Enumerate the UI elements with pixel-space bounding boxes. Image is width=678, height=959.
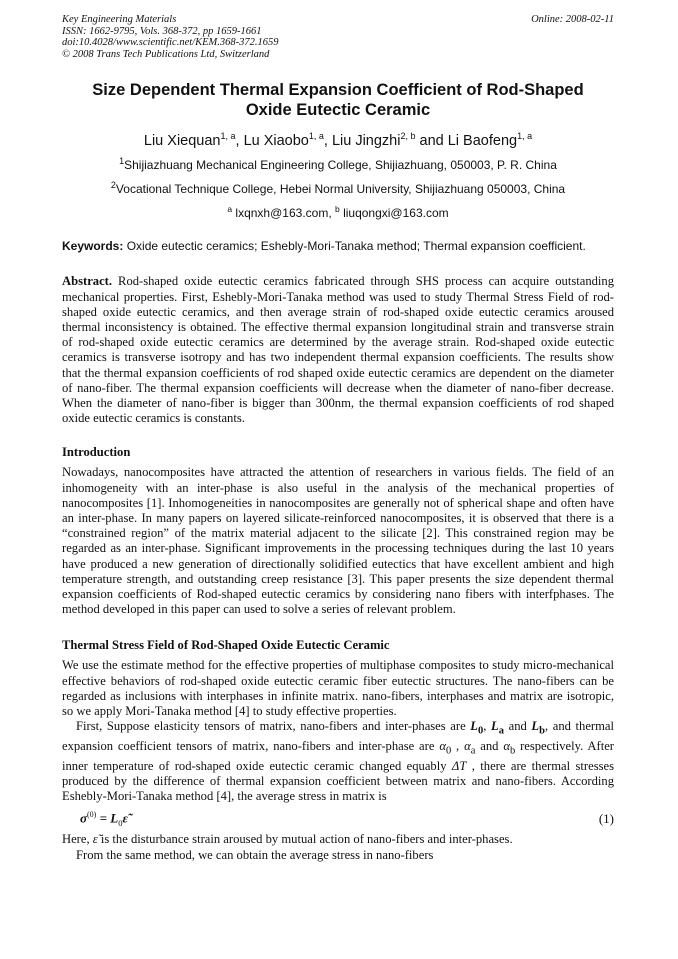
paper-title: Size Dependent Thermal Expansion Coefficient of Rod-Shaped Oxide Eutectic Ceramic	[92, 81, 584, 120]
math-epsilon: ε̃	[92, 832, 98, 847]
section2-paragraph-2	[62, 719, 614, 804]
text-span: Here,	[62, 832, 93, 847]
email-sup: b	[334, 204, 340, 215]
math-sigma: σ	[80, 810, 88, 826]
abstract-label: Abstract.	[62, 274, 113, 289]
author-name: Liu Xiequan	[143, 133, 221, 150]
journal-header	[62, 14, 614, 60]
affiliation-text: Vocational Technique College, Hebei Normal University, Shijiazhuang 050003, China	[115, 182, 566, 197]
author-list	[62, 132, 614, 150]
affiliation-2	[62, 181, 614, 197]
section2-paragraph-1: We use the estimate method for the effective properties of multiphase composites to study micro-mechanical effective behaviors of rod-shaped oxide eutectic ceramic fiber eutectic structures. The nano-fibers can be regarded as inclusions with interphases in infinite matrix. nano-fibers, interphases and matrix are isotropic, so we apply Mori-Tanaka method [4] to study effective properties.	[62, 658, 614, 719]
section2-paragraph-3	[62, 832, 614, 847]
math-sub: 0	[118, 818, 123, 829]
text-span: and	[503, 719, 532, 734]
author-affil-sup: 1, a	[220, 131, 236, 142]
paper-page	[62, 14, 614, 863]
math-sup: (0)	[87, 810, 97, 820]
affiliation-text: Shijiazhuang Mechanical Engineering College, Shijiazhuang, 050003, P. R. China	[124, 158, 557, 173]
text-span: is the disturbance strain aroused by mutual action of nano-fibers and inter-phases.	[97, 832, 513, 847]
author-separator: and	[415, 133, 448, 150]
affiliation-sup: 2	[110, 180, 116, 191]
author-affil-sup: 2, b	[400, 131, 416, 142]
text-span: , there are thermal stresses produced by the difference of thermal expansion coefficient between matrix and nano-fibers. According Eshebly-Mori-Tanaka method [4], the average stress in matrix is	[62, 758, 614, 804]
section2-paragraph-4: From the same method, we can obtain the average stress in nano-fibers	[76, 847, 434, 862]
issn-line: ISSN: 1662-9795, Vols. 368-372, pp 1659-1661	[62, 25, 262, 37]
author-affil-sup: 1, a	[517, 131, 533, 142]
math-sub: 0	[478, 725, 484, 737]
copyright-line: © 2008 Trans Tech Publications Ltd, Switzerland	[62, 48, 270, 60]
math-L: L	[531, 719, 540, 734]
equation-number: (1)	[598, 811, 614, 827]
email-a: lxqnxh@163.com,	[235, 206, 335, 221]
doi-line: doi:10.4028/www.scientific.net/KEM.368-372.1659	[62, 37, 279, 49]
introduction-paragraph: Nowadays, nanocomposites have attracted the attention of researchers in various fields. The field of an inhomogeneity with an inter-phase is also useful in the analysis of the mechanical properties of nanocomposites [1]. Inhomogeneities in nanocomposites are generally not of spherical shape and often have an inter-phase. In many papers on layered silicate-reinforced nanocomposites, it is observed that there is a “constrained region” of the matrix material adjacent to the silicate [2]. This constrained region may be regarded as an inter-phase. Significant improvements in the processing techniques during the last 10 years have produced a new generation of directionally solidified eutectics that have excellent ambient and high temperature strength, and outstanding creep resistance [3]. This paper presents the size dependent thermal expansion coefficients of Rod-shaped eutectic ceramics by considering nano fibers with interfphases. The method developed in this paper can used to solve a series of relevant problem.	[62, 465, 614, 617]
math-L: L	[470, 719, 478, 734]
math-alpha: α	[503, 738, 510, 753]
section-heading-introduction: Introduction	[62, 445, 131, 460]
abstract	[62, 274, 614, 426]
text-span: First, Suppose elasticity tensors of matrix, nano-fibers and inter-phases are	[76, 719, 471, 734]
math-sub: b	[509, 745, 516, 757]
math-sub: 0	[445, 745, 452, 757]
keywords-label: Keywords:	[62, 239, 124, 254]
text-span: , and thermal expansion coefficient tensors of matrix, nano-fibers and inter-phase are	[62, 719, 615, 753]
math-sub: a	[470, 745, 476, 757]
math-delta-t: ΔT	[451, 758, 467, 773]
author-name: Li Baofeng	[447, 133, 518, 150]
online-date: Online: 2008-02-11	[531, 14, 614, 25]
math-alpha: α	[439, 738, 446, 753]
math-epsilon: ε̃	[122, 810, 128, 826]
math-L: L	[491, 719, 499, 734]
email-b: liuqongxi@163.com	[343, 206, 449, 221]
author-separator: ,	[235, 133, 244, 150]
journal-name: Key Engineering Materials	[62, 14, 177, 25]
keywords-text: Oxide eutectic ceramics; Eshebly-Mori-Tanaka method; Thermal expansion coefficient.	[123, 239, 586, 254]
math-alpha: α	[464, 738, 471, 753]
author-separator: ,	[323, 133, 332, 150]
keywords	[62, 239, 614, 254]
abstract-text: Rod-shaped oxide eutectic ceramics fabricated through SHS process can acquire outstanding mechanical properties. First, Eshebly-Mori-Tanaka method was used to study Thermal Stress Field of rod-shaped oxide eutectic ceramics, and then average strain of rod-shaped oxide eutectic ceramics aroused thermal inconsistency is obtained. The effective thermal expansion longitudinal strain and transverse strain of rod-shaped oxide eutectic ceramics are determined by the average strain. Rod-shaped oxide eutectic ceramics is transverse isotropy and has two independent thermal expansion coefficients. The results show that the thermal expansion coefficients of rod shaped oxide eutectic ceramics are dependent on the diameter of nano-fiber. The thermal expansion coefficients will decrease when the diameter of nano-fiber decrease. When the diameter of nano-fiber is bigger than 300nm, the thermal expansion coefficients of rod shaped oxide eutectic ceramics is constants.	[62, 274, 614, 426]
author-name: Liu Jingzhi	[331, 133, 401, 150]
author-affil-sup: 1, a	[308, 131, 324, 142]
author-name: Lu Xiaobo	[243, 133, 309, 150]
text-span: and	[475, 738, 504, 753]
section-heading-thermal-stress: Thermal Stress Field of Rod-Shaped Oxide Eutectic Ceramic	[62, 638, 390, 653]
affiliation-1	[62, 157, 614, 173]
math-sub: b	[539, 725, 545, 737]
math-eq-L: = L	[96, 810, 119, 826]
text-span: ,	[451, 738, 465, 753]
equation-1	[62, 806, 614, 832]
author-emails	[62, 205, 614, 221]
text-span: respectively. After inner temperature of rod-shaped oxide eutectic ceramic changed equably	[62, 738, 614, 773]
email-sup: a	[227, 204, 233, 215]
text-span: ,	[483, 719, 492, 734]
math-sub: a	[498, 725, 504, 737]
equation-formula	[80, 810, 128, 828]
affiliation-sup: 1	[119, 156, 125, 167]
